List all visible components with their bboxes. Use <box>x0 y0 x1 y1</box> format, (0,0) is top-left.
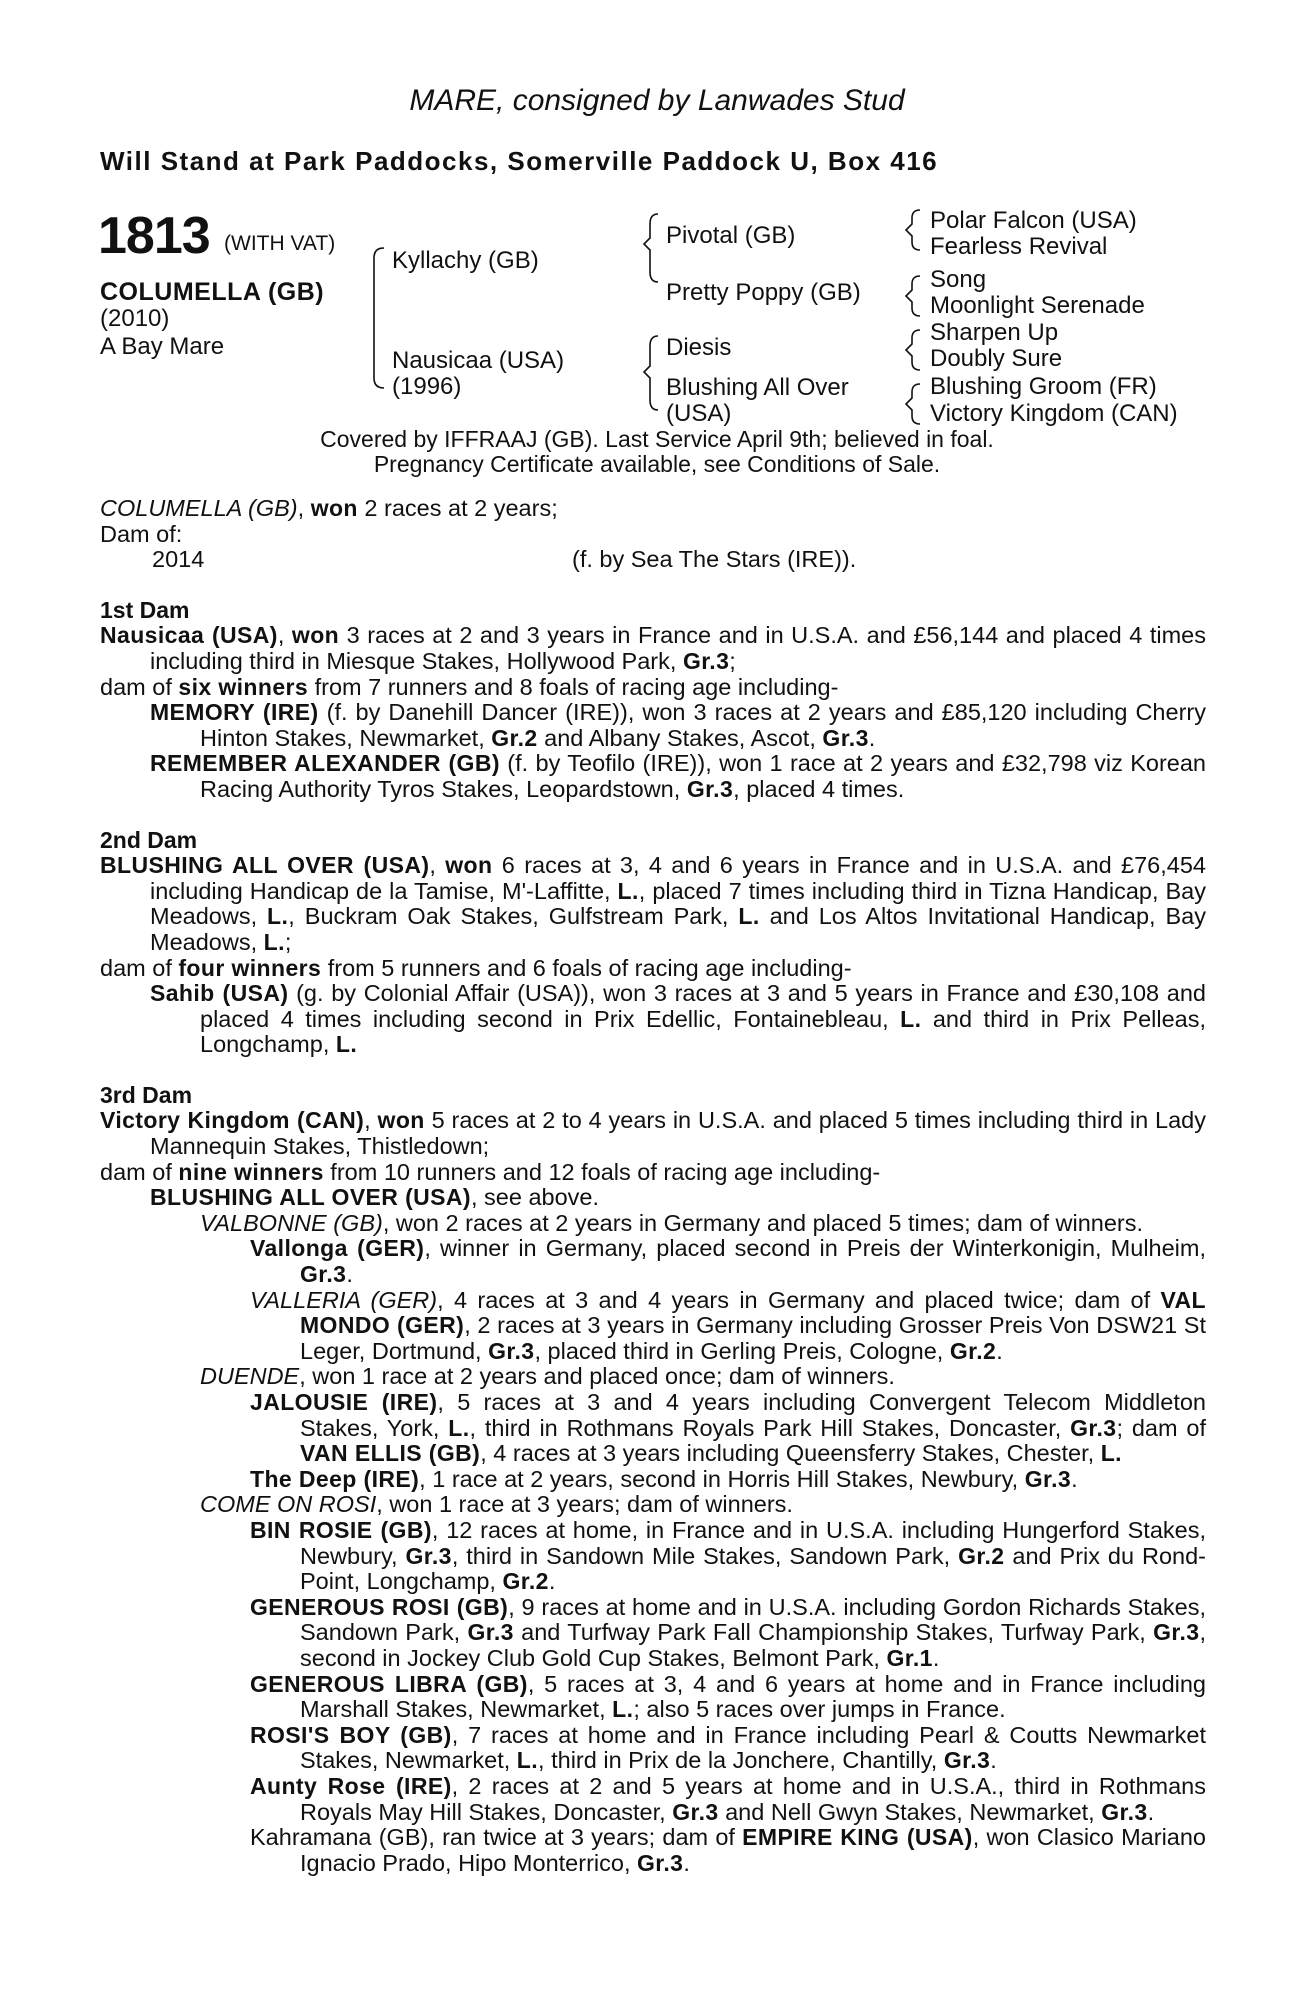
third-dam-produce-valbonne: VALBONNE (GB), won 2 races at 2 years in Germany and placed 5 times; dam of winners. <box>200 1209 1144 1236</box>
vat-note: (WITH VAT) <box>224 232 336 255</box>
pedigree-dam: Nausicaa (USA) <box>392 347 565 374</box>
grandproduce-rosis-boy: ROSI'S BOY (GB), 7 races at home and in France including Pearl & Coutts Newmarket Stakes, Newmarket, L., third in Prix de la Jonchere, Chantilly, Gr.3. <box>250 1721 1206 1774</box>
first-dam-heading: 1st Dam <box>100 596 190 623</box>
grandproduce-valleria: VALLERIA (GER), 4 races at 3 and 4 years in Germany and placed twice; dam of VAL MONDO (GER), 2 races at 3 years in Germany including Grosser Preis Von DSW21 St Leger, Dortmund, Gr.3, placed third in Gerling Preis, Cologne, Gr.2. <box>250 1286 1207 1364</box>
first-dam-produce-summary: dam of six winners from 7 runners and 8 foals of racing age including- <box>100 673 839 700</box>
third-dam-record: Victory Kingdom (CAN), won 5 races at 2 to 4 years in U.S.A. and placed 5 times including third in Lady Mannequin Stakes, Thistledown; <box>100 1107 1206 1160</box>
grandproduce-generous-rosi: GENEROUS ROSI (GB), 9 races at home and in U.S.A. including Gordon Richards Stakes, Sandown Park, Gr.3 and Turfway Park Fall Championship Stakes, Turfway Park, Gr.3, second in Jockey Club Gold Cup Stakes, Belmont Park, Gr.1. <box>250 1593 1206 1671</box>
third-dam-produce-summary: dam of nine winners from 10 runners and 12 foals of racing age including- <box>100 1158 881 1185</box>
pedigree-sire-dam: Pretty Poppy (GB) <box>666 279 861 306</box>
dam-of-label: Dam of: <box>100 520 183 547</box>
first-dam-record: Nausicaa (USA), won 3 races at 2 and 3 years in France and in U.S.A. and £56,144 and placed 4 times including third in Miesque Stakes, Hollywood Park, Gr.3; <box>100 622 1206 674</box>
grandproduce-bin-rosie: BIN ROSIE (GB), 12 races at home, in France and in U.S.A. including Hungerford Stakes, Newbury, Gr.3, third in Sandown Mile Stakes, Sandown Park, Gr.2 and Prix du Rond-Point, Longchamp, Gr.2. <box>250 1516 1206 1595</box>
second-dam-heading: 2nd Dam <box>100 826 198 853</box>
pedigree-dam-year: (1996) <box>392 373 462 400</box>
pedigree-dsd: Doubly Sure <box>930 345 1063 372</box>
first-dam-produce-remember-alexander: REMEMBER ALEXANDER (GB) (f. by Teofilo (IRE)), won 1 race at 2 years and £32,798 viz Korean Racing Authority Tyros Stakes, Leopardstown, Gr.3, placed 4 times. <box>150 750 1206 802</box>
pedigree-dam-dam-origin: (USA) <box>666 400 732 427</box>
consignor-line: MARE, consigned by Lanwades Stud <box>409 84 905 117</box>
lot-number: 1813 <box>98 207 210 265</box>
mare-race-record: COLUMELLA (GB), won 2 races at 2 years; <box>100 495 558 521</box>
pedigree-ddd: Victory Kingdom (CAN) <box>930 400 1178 427</box>
grandproduce-generous-libra: GENEROUS LIBRA (GB), 5 races at 3, 4 and 6 years at home and in France including Marshall Stakes, Newmarket, L.; also 5 races over jumps in France. <box>250 1670 1206 1723</box>
stand-location: Will Stand at Park Paddocks, Somerville Paddock U, Box 416 <box>100 146 939 176</box>
grandproduce-vallonga: Vallonga (GER), winner in Germany, placed second in Preis der Winterkonigin, Mulheim, Gr.3. <box>250 1235 1207 1288</box>
foaling-year: (2010) <box>100 305 170 332</box>
pedigree-dds: Blushing Groom (FR) <box>930 373 1157 400</box>
pedigree-sire-sire: Pivotal (GB) <box>666 222 796 249</box>
third-dam-produce-blushing: BLUSHING ALL OVER (USA), see above. <box>150 1184 600 1211</box>
pedigree-sire: Kyllachy (GB) <box>392 247 539 274</box>
pregnancy-note: Pregnancy Certificate available, see Conditions of Sale. <box>373 451 941 477</box>
pedigree-sds: Song <box>930 266 987 293</box>
second-dam-produce-summary: dam of four winners from 5 runners and 6 foals of racing age including- <box>100 954 852 981</box>
pedigree-dam-sire: Diesis <box>666 334 732 361</box>
third-dam-produce-duende: DUENDE, won 1 race at 2 years and placed once; dam of winners. <box>200 1363 895 1390</box>
horse-name: COLUMELLA (GB) <box>100 278 325 306</box>
covered-note: Covered by IFFRAAJ (GB). Last Service April 9th; believed in foal. <box>320 426 994 452</box>
pedigree-ssd: Fearless Revival <box>930 233 1108 260</box>
pedigree-dss: Sharpen Up <box>930 319 1059 346</box>
produce-row: 2014 (f. by Sea The Stars (IRE)). <box>152 546 857 573</box>
produce-record <box>100 496 1206 1876</box>
grandproduce-jalousie: JALOUSIE (IRE), 5 races at 3 and 4 years including Convergent Telecom Middleton Stakes, York, L., third in Rothmans Royals Park Hill Stakes, Doncaster, Gr.3; dam of VAN ELLIS (GB), 4 races at 3 years including Queensferry Stakes, Chester, L. <box>250 1389 1206 1467</box>
second-dam-produce-sahib: Sahib (USA) (g. by Colonial Affair (USA)), won 3 races at 3 and 5 years in France and £30,108 and placed 4 times including second in Prix Edellic, Fontainebleau, L. and third in Prix Pelleas, Longchamp, L. <box>150 980 1207 1058</box>
second-dam-record: BLUSHING ALL OVER (USA), won 6 races at 3, 4 and 6 years in France and in U.S.A. and £76,454 including Handicap de la Tamise, M'-Laffitte, L., placed 7 times including third in Tizna Handicap, Bay Meadows, L., Buckram Oak Stakes, Gulfstream Park, L. and Los Altos Invitational Handicap, Bay Meadows, L.; <box>100 852 1206 955</box>
grandproduce-kahramana: Kahramana (GB), ran twice at 3 years; dam of EMPIRE KING (USA), won Clasico Mariano Ignacio Prado, Hipo Monterrico, Gr.3. <box>250 1824 1206 1876</box>
pedigree-dam-dam: Blushing All Over <box>666 374 849 401</box>
first-dam-produce-memory: MEMORY (IRE) (f. by Danehill Dancer (IRE)), won 3 races at 2 years and £85,120 including Cherry Hinton Stakes, Newmarket, Gr.2 and Albany Stakes, Ascot, Gr.3. <box>150 699 1206 751</box>
grandproduce-the-deep: The Deep (IRE), 1 race at 2 years, second in Horris Hill Stakes, Newbury, Gr.3. <box>250 1465 1078 1492</box>
grandproduce-aunty-rose: Aunty Rose (IRE), 2 races at 2 and 5 years at home and in U.S.A., third in Rothmans Royals May Hill Stakes, Doncaster, Gr.3 and Nell Gwyn Stakes, Newmarket, Gr.3. <box>250 1772 1206 1825</box>
pedigree-sss: Polar Falcon (USA) <box>930 207 1137 234</box>
third-dam-heading: 3rd Dam <box>100 1081 193 1108</box>
horse-description: A Bay Mare <box>100 333 225 360</box>
third-dam-produce-come-on-rosi: COME ON ROSI, won 1 race at 3 years; dam of winners. <box>200 1491 793 1518</box>
pedigree-sdd: Moonlight Serenade <box>930 292 1145 319</box>
